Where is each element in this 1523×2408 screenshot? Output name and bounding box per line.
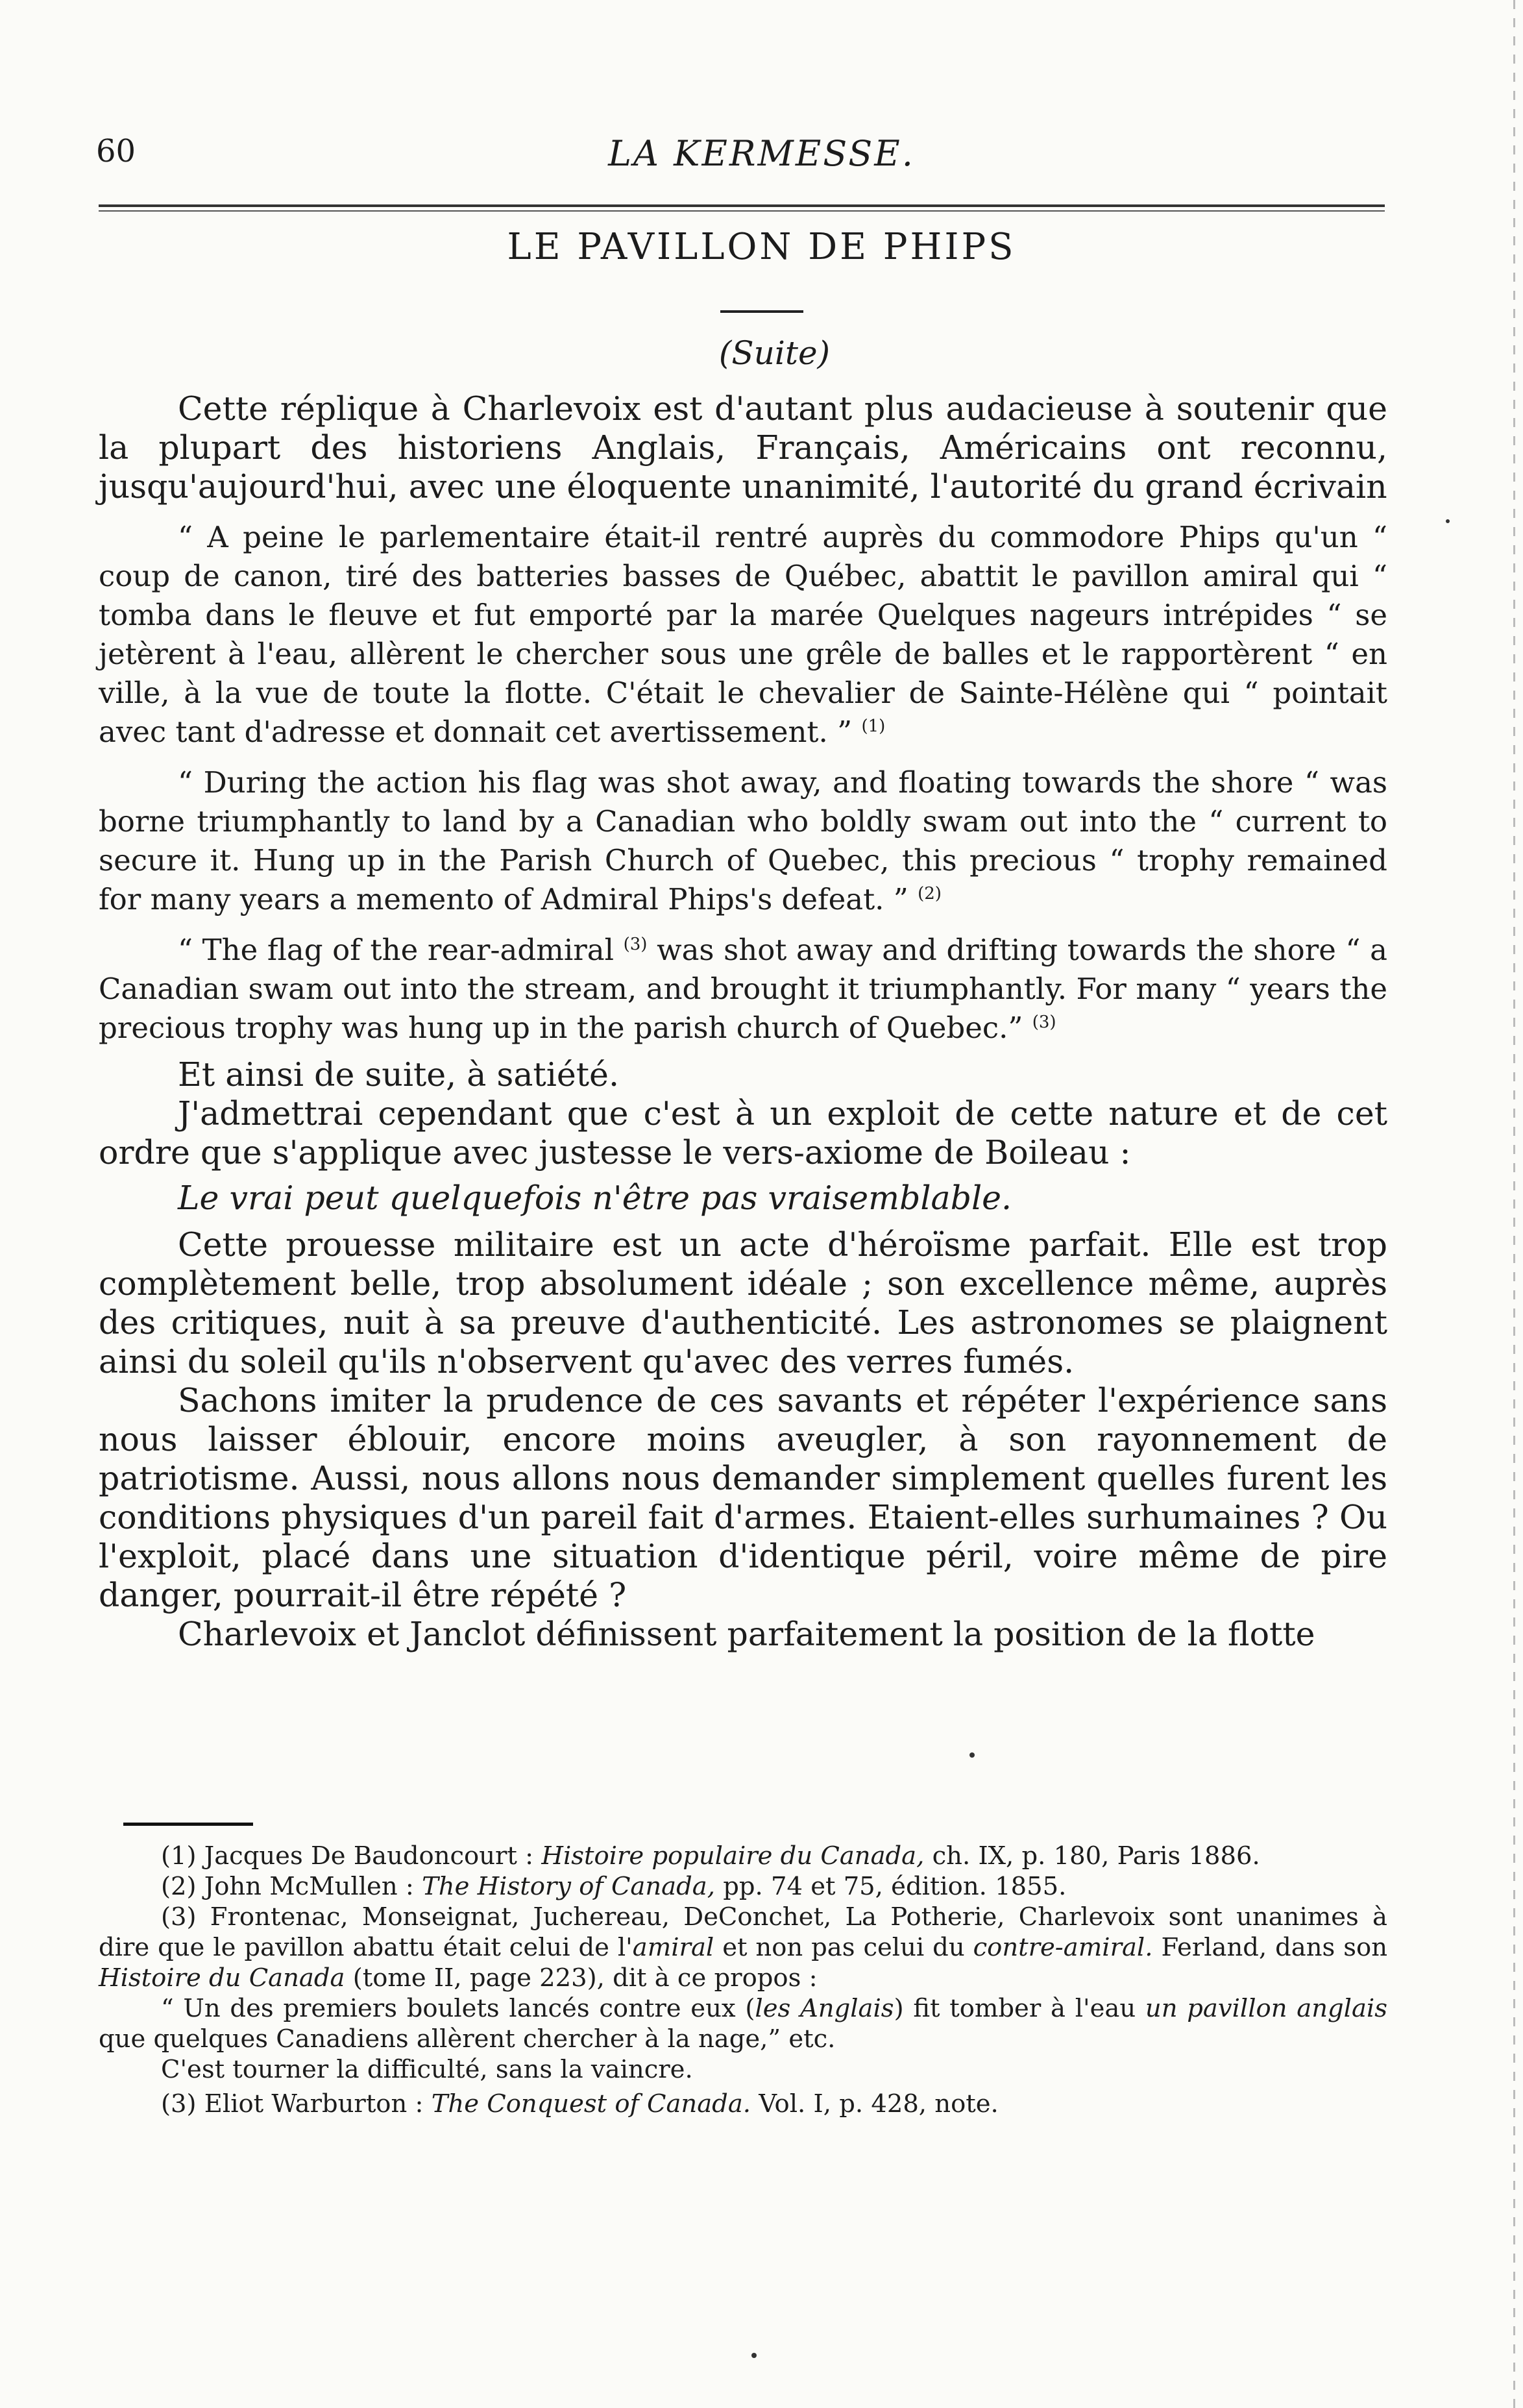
quotation-text: “ A peine le parlementaire était-il rentré auprès du commodore Phips qu'un “ coup de canon, tiré des batteries basses de Québec, abattit le pavillon amiral qui “ tomba dans le fleuve et fut emporté par la marée Quelques nageurs intrépides “ se jetèrent à l'eau, allèrent le chercher sous une grêle de balles et le rapportèrent “ en ville, à la vue de toute la flotte. C'était le chevalier de Sainte-Hélène qui “ pointait avec tant d'adresse et donnait cet avertissement. ” (99, 520, 1387, 749)
footnote-text: Vol. I, p. 428, note. (759, 2089, 999, 2119)
footnote-emphasis: contre-amiral. (973, 1933, 1153, 1962)
paragraph: Cette prouesse militaire est un acte d'héroïsme parfait. Elle est trop complètement belle, trop absolument idéale ; son excellence même, auprès des critiques, nuit à sa preuve d'authenticité. Les astronomes se plaignent ainsi du soleil qu'ils n'observent qu'avec des verres fumés. (99, 1225, 1387, 1381)
footnote-ref: (3) (1032, 1013, 1056, 1032)
footnote-text: (tome II, page 223), dit à ce propos : (352, 1963, 818, 1993)
ink-speck (969, 1752, 975, 1758)
footnote-title: The History of Canada, (422, 1872, 715, 1901)
quotation (99, 763, 1387, 919)
paragraph: Cette réplique à Charlevoix est d'autant plus audacieuse à soutenir que la plupart des historiens Anglais, Français, Américains ont reconnu, jusqu'aujourd'hui, avec une éloquente unanimité, l'autorité du grand écrivain (99, 389, 1387, 506)
verse-quote: Le vrai peut quelquefois n'être pas vraisemblable. (178, 1179, 1012, 1217)
quotation (99, 931, 1387, 1048)
footnote-ref: (1) (861, 717, 886, 736)
footnote-emphasis: un pavillon anglais (1145, 1994, 1387, 2023)
running-header (0, 133, 1523, 185)
paragraph: Charlevoix et Janclot définissent parfaitement la position de la flotte (178, 1615, 1315, 1653)
page-number: 60 (96, 133, 136, 169)
footnote-text: (1) Jacques De Baudoncourt : (161, 1841, 534, 1871)
footnote-text: “ Un des premiers boulets lancés contre eux ( (161, 1994, 755, 2023)
footnote-title: The Conquest of Canada. (431, 2089, 751, 2119)
footnote (99, 1841, 1387, 1871)
article-body (99, 389, 1387, 1654)
header-rule (99, 204, 1385, 207)
footnote-title: Histoire du Canada (99, 1963, 345, 1993)
footnote-text: (3) Eliot Warburton : (161, 2089, 424, 2119)
footnote-title: Histoire populaire du Canada, (541, 1841, 925, 1871)
article-subtitle: (Suite) (718, 334, 831, 372)
footnote-text: pp. 74 et 75, édition. 1855. (723, 1872, 1067, 1901)
footnote-comment: C'est tourner la difficulté, sans la vaincre. (161, 2055, 693, 2084)
footnote-text: ) fit tomber à l'eau (894, 1994, 1136, 2023)
footnote-text: (3) Frontenac, Monseignat, Juchereau, DeConchet, La Potherie, Charlevoix sont unanimes à dire que le pavillon abattu était celui de l' (99, 1902, 1387, 1962)
paragraph: Sachons imiter la prudence de ces savants et répéter l'expérience sans nous laisser éblouir, encore moins aveugler, à son rayonnement de patriotisme. Aussi, nous allons nous demander simplement quelles furent les conditions physiques d'un pareil fait d'armes. Etaient-elles surhumaines ? Ou l'exploit, placé dans une situation d'identique péril, voire même de pire danger, pourrait-il être répété ? (99, 1381, 1387, 1614)
quotation (99, 518, 1387, 752)
header-rule-thin (99, 210, 1385, 212)
footnote (99, 1871, 1387, 1902)
paragraph: Et ainsi de suite, à satiété. (178, 1055, 619, 1094)
footnote-emphasis: amiral (632, 1933, 714, 1962)
footnote (99, 1902, 1387, 1993)
footnote-text: Ferland, dans son (1161, 1933, 1387, 1962)
footnote-text: que quelques Canadiens allèrent chercher à la nage,” etc. (99, 2024, 836, 2054)
footnote-ref: (2) (918, 884, 942, 903)
footnote-quote (99, 1993, 1387, 2054)
article-title: LE PAVILLON DE PHIPS (507, 226, 1016, 268)
quotation-text: was shot away and drifting towards the shore “ a Canadian swam out into the stream, and brought it triumphantly. For many “ years the precious trophy was hung up in the parish church of Quebec.” (99, 933, 1387, 1045)
paragraph: J'admettrai cependant que c'est à un exploit de cette nature et de cet ordre que s'applique avec justesse le vers-axiome de Boileau : (99, 1094, 1387, 1172)
footnote-rule (123, 1823, 253, 1826)
footnote (99, 2089, 1387, 2119)
title-divider (720, 310, 803, 313)
footnote-text: (2) John McMullen : (161, 1872, 414, 1901)
footnote-emphasis: les Anglais (755, 1994, 894, 2023)
ink-speck (1446, 519, 1450, 523)
ink-speck (751, 2353, 757, 2358)
running-title: LA KERMESSE. (608, 133, 915, 174)
quotation-text: “ During the action his flag was shot away, and floating towards the shore “ was borne triumphantly to land by a Canadian who boldly swam out into the “ current to secure it. Hung up in the Parish Church of Quebec, this precious “ trophy remained for many years a memento of Admiral Phips's defeat. ” (99, 765, 1387, 916)
footnotes (99, 1841, 1387, 2119)
footnote-text: ch. IX, p. 180, Paris 1886. (932, 1841, 1260, 1871)
footnote-ref: (3) (623, 935, 648, 954)
footnote-text: et non pas celui du (722, 1933, 965, 1962)
quotation-text: “ The flag of the rear-admiral (178, 933, 614, 967)
